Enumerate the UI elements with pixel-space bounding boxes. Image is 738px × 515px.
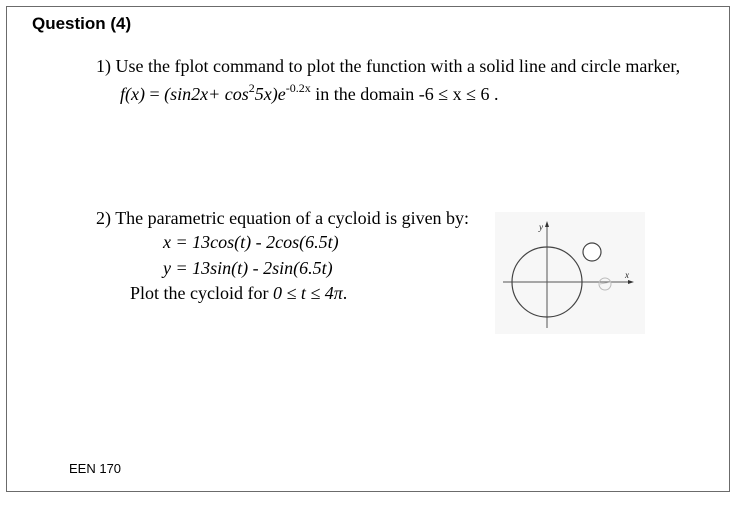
question-2-instruction: The parametric equation of a cycloid is given by: (115, 208, 470, 228)
domain-end: . (489, 84, 499, 104)
domain-range: -6 ≤ x ≤ 6 (418, 84, 490, 104)
domain-prefix: in the domain (310, 84, 419, 104)
x-equation-text: x = 13cos(t) - 2cos(6.5t) (163, 232, 339, 252)
plot-range: 0 ≤ t ≤ 4π (272, 283, 343, 303)
figure-background (495, 212, 645, 334)
question-1-instruction: Use the fplot command to plot the function with a solid line and circle marker, (115, 56, 681, 76)
plot-end: . (342, 283, 348, 303)
exponent: -0.2x (285, 81, 311, 95)
question-1-number: 1) (96, 56, 111, 76)
question-2-text (96, 208, 469, 229)
plot-prefix: Plot the cycloid for (130, 283, 273, 303)
cycloid-figure (495, 212, 645, 334)
x-axis-label: x (625, 270, 629, 280)
question-1-text (96, 56, 680, 77)
question-heading: Question (4) (32, 14, 132, 33)
function-body-tail: 5x)e (254, 84, 286, 104)
footer-course-code: EEN 170 (69, 461, 122, 476)
function-body: (sin2x+ cos (164, 84, 249, 104)
y-axis-label: y (539, 222, 543, 232)
question-1-equation (120, 81, 499, 105)
y-equation-text: y = 13sin(t) - 2sin(6.5t) (163, 258, 333, 278)
equals-sign: = (144, 84, 165, 104)
square-exponent: 2 (248, 81, 255, 95)
function-name: f(x) (120, 84, 145, 104)
y-equation (163, 258, 333, 279)
rolling-circle (583, 243, 601, 261)
question-2-number: 2) (96, 208, 111, 228)
plot-instruction (130, 283, 347, 304)
x-equation (163, 232, 339, 253)
